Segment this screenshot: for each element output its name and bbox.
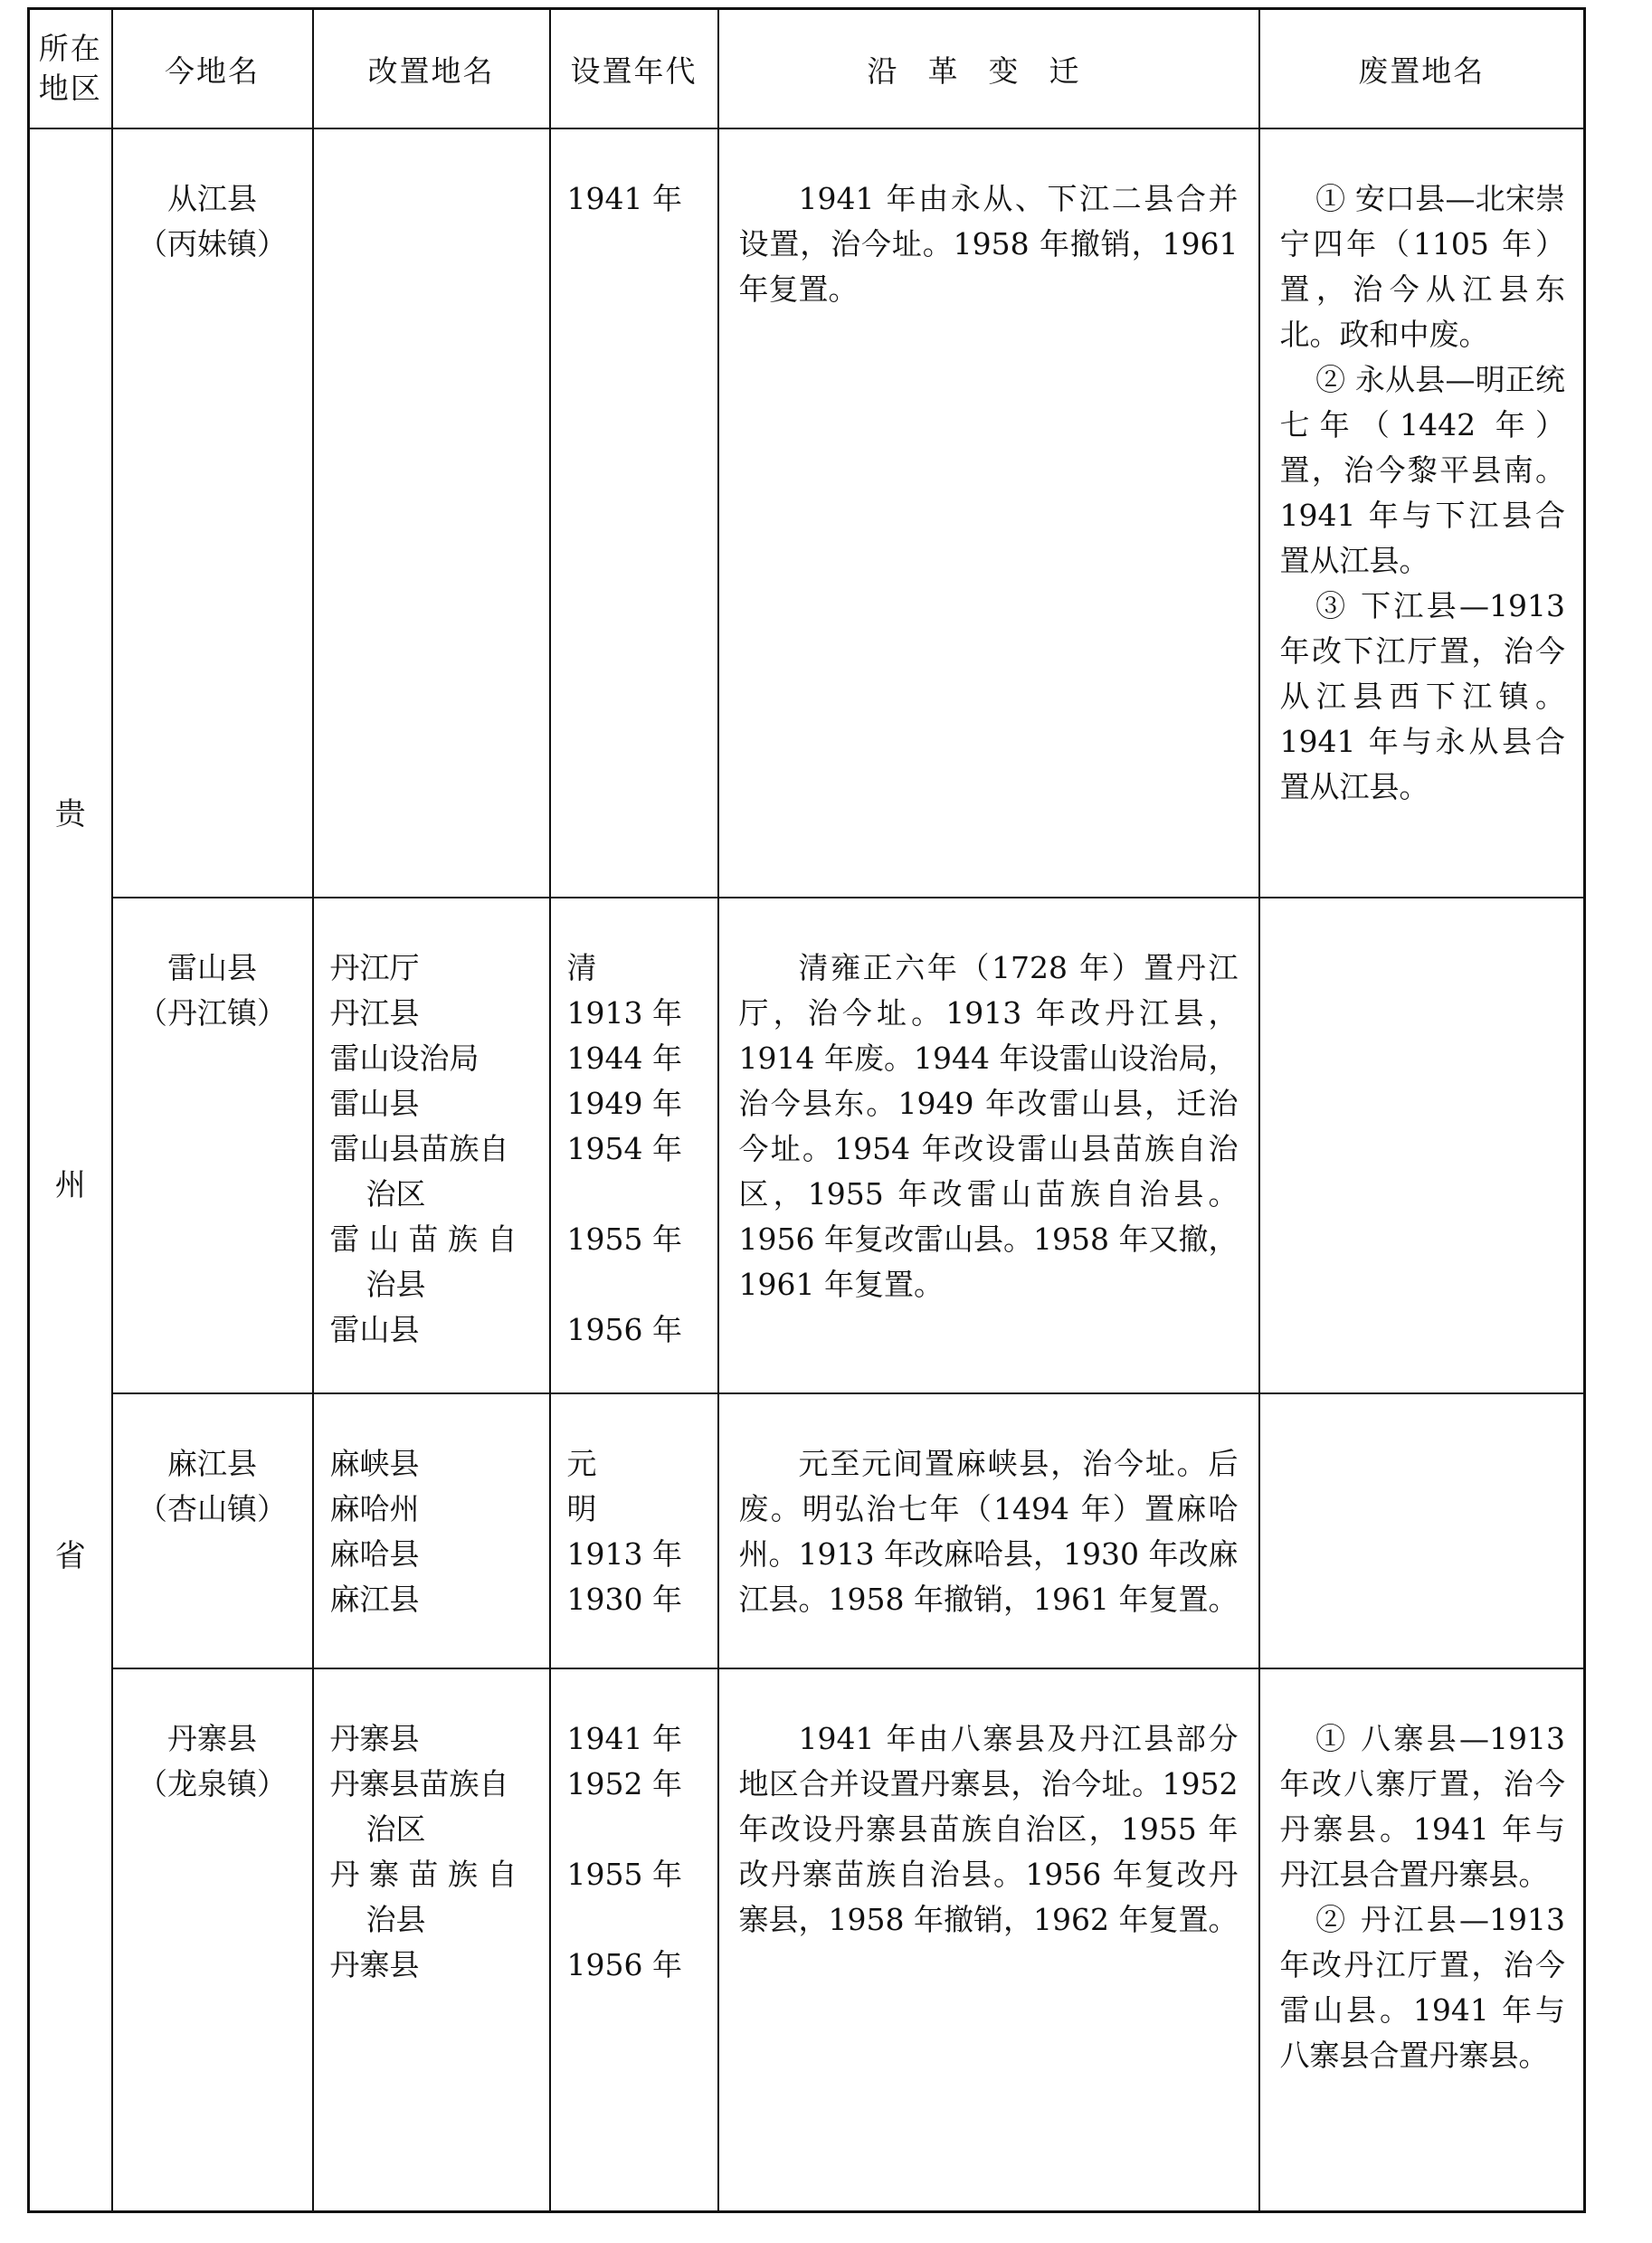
- renamed-name: [330, 991, 536, 1036]
- renamed-name-part: 治县: [366, 1902, 426, 1937]
- current-name: 丹寨县: [167, 1721, 257, 1756]
- current-name: 从江县: [167, 181, 257, 216]
- year-value: 明: [566, 1491, 597, 1526]
- renamed-name-part: 丹江厅: [329, 950, 420, 985]
- header-abolished: 废置地名: [1259, 9, 1585, 129]
- abolished-entry: ③ 下江县—1913 年改下江厅置，治今从江县西下江镇。1941 年与永从县合置从江县。: [1279, 588, 1565, 804]
- year-value: 1955 年: [566, 1857, 682, 1892]
- abolished-cell: [1259, 898, 1585, 1393]
- year-value: 1954 年: [566, 1131, 682, 1166]
- header-history: 沿革变迁: [718, 9, 1259, 129]
- year-value: 1941 年: [566, 1721, 682, 1756]
- year-value: 1956 年: [566, 1312, 682, 1347]
- current-name-cell: [112, 898, 313, 1393]
- renamed-cell: [313, 1668, 550, 2211]
- document-page: [27, 7, 1583, 2213]
- abolished-entry: ② 永从县—明正统七年（1442 年）置，治今黎平县南。1941 年与下江县合置从江县。: [1279, 362, 1565, 578]
- history-table: [27, 7, 1586, 2213]
- abolished-entry: ① 安口县—北宋崇宁四年（1105 年）置，治今从江县东北。政和中废。: [1279, 181, 1565, 352]
- year-value: 1944 年: [566, 1041, 682, 1076]
- year-cell: [550, 1393, 718, 1668]
- year-value: 元: [566, 1446, 597, 1481]
- renamed-name-part: 麻哈州: [329, 1491, 420, 1526]
- renamed-name: [330, 1532, 536, 1577]
- year-cell: [550, 128, 718, 898]
- year-value: [567, 1262, 708, 1307]
- renamed-name: [330, 1081, 536, 1126]
- renamed-name-part: 丹寨县苗族自: [329, 1766, 509, 1801]
- table-row: [29, 898, 1585, 1393]
- renamed-name-part: 丹 寨 苗 族 自: [329, 1857, 517, 1892]
- abolished-entry: ② 丹江县—1913 年改丹江厅置，治今雷山县。1941 年与八寨县合置丹寨县。: [1279, 1902, 1565, 2073]
- header-region-label: 所在地区: [38, 31, 102, 106]
- year-value: 1952 年: [566, 1766, 682, 1801]
- renamed-name-part: 治区: [366, 1176, 426, 1212]
- abolished-entry: ① 八寨县—1913 年改八寨厅置，治今丹寨县。1941 年与丹江县合置丹寨县。: [1279, 1721, 1565, 1892]
- year-cell: [550, 898, 718, 1393]
- renamed-name-part: 雷山设治局: [329, 1041, 479, 1076]
- renamed-name-part: 雷山县: [329, 1086, 420, 1121]
- renamed-name-part: 雷 山 苗 族 自: [329, 1221, 517, 1257]
- year-value: [567, 1897, 708, 1943]
- region-char: 贵: [54, 796, 86, 832]
- renamed-name: [330, 1762, 536, 1852]
- header-year: 设置年代: [550, 9, 718, 129]
- header-renamed: 改置地名: [313, 9, 550, 129]
- abolished-cell: [1259, 128, 1585, 898]
- current-name-cell: [112, 1393, 313, 1668]
- renamed-name: [330, 1307, 536, 1353]
- year-value: 1941 年: [566, 181, 682, 216]
- renamed-name: [330, 1441, 536, 1487]
- renamed-name-part: 丹江县: [329, 995, 420, 1031]
- year-value: 1949 年: [566, 1086, 682, 1121]
- year-value: [567, 1807, 708, 1852]
- renamed-cell: [313, 898, 550, 1393]
- header-current-name: 今地名: [112, 9, 313, 129]
- current-name: （龙泉镇）: [138, 1766, 287, 1801]
- renamed-name-part: 治区: [366, 1811, 426, 1847]
- history-cell: 元至元间置麻峡县，治今址。后废。明弘治七年（1494 年）置麻哈州。1913 年改麻哈县，1930 年改麻江县。1958 年撤销，1961 年复置。: [718, 1393, 1259, 1668]
- table-row: [29, 1393, 1585, 1668]
- current-name-cell: [112, 1668, 313, 2211]
- abolished-cell: [1259, 1393, 1585, 1668]
- region-cell: [29, 128, 112, 2211]
- abolished-cell: [1259, 1668, 1585, 2211]
- year-value: 1913 年: [566, 995, 682, 1031]
- year-value: 1955 年: [566, 1221, 682, 1257]
- history-cell: 清雍正六年（1728 年）置丹江厅，治今址。1913 年改丹江县，1914 年废。1944 年设雷山设治局，治今县东。1949 年改雷山县，迁治今址。1954 年改设雷山县苗族自治区，1955 年改雷山苗族自治县。1956 年复改雷山县。1958 年又撤，1961 年复置。: [718, 898, 1259, 1393]
- renamed-name: [330, 1716, 536, 1762]
- year-value: 1913 年: [566, 1536, 682, 1572]
- year-value: 1930 年: [566, 1582, 682, 1617]
- region-char: 州: [54, 1167, 86, 1203]
- renamed-name-part: 丹寨县: [329, 1947, 420, 1982]
- current-name: 雷山县: [167, 950, 257, 985]
- renamed-name: [330, 946, 536, 991]
- current-name-cell: [112, 128, 313, 898]
- renamed-name: [330, 1577, 536, 1622]
- year-value: 清: [566, 950, 597, 985]
- renamed-name: [330, 1487, 536, 1532]
- header-region: [29, 9, 112, 129]
- renamed-name-part: 雷山县: [329, 1312, 420, 1347]
- renamed-name: [330, 1943, 536, 1988]
- current-name: （丹江镇）: [138, 995, 287, 1031]
- current-name: 麻江县: [167, 1446, 257, 1481]
- renamed-name-part: 麻峡县: [329, 1446, 420, 1481]
- year-value: [567, 1172, 708, 1217]
- renamed-cell: [313, 1393, 550, 1668]
- history-cell: 1941 年由八寨县及丹江县部分地区合并设置丹寨县，治今址。1952 年改设丹寨县苗族自治区，1955 年改丹寨苗族自治县。1956 年复改丹寨县，1958 年撤销，1962 年复置。: [718, 1668, 1259, 2211]
- renamed-name: [330, 1852, 536, 1943]
- renamed-name-part: 丹寨县: [329, 1721, 420, 1756]
- history-cell: 1941 年由永从、下江二县合并设置，治今址。1958 年撤销，1961 年复置。: [718, 128, 1259, 898]
- region-char: 省: [54, 1538, 86, 1574]
- renamed-name: [330, 1126, 536, 1217]
- table-header-row: [29, 9, 1585, 129]
- renamed-name: [330, 1036, 536, 1081]
- renamed-name-part: 治县: [366, 1267, 426, 1302]
- renamed-name-part: 麻哈县: [329, 1536, 420, 1572]
- year-value: 1956 年: [566, 1947, 682, 1982]
- year-cell: [550, 1668, 718, 2211]
- current-name: （丙妹镇）: [138, 226, 287, 261]
- renamed-cell: [313, 128, 550, 898]
- renamed-name-part: 麻江县: [329, 1582, 420, 1617]
- current-name: （杏山镇）: [138, 1491, 287, 1526]
- renamed-name: [330, 1217, 536, 1307]
- renamed-name-part: 雷山县苗族自: [329, 1131, 509, 1166]
- table-row: [29, 1668, 1585, 2211]
- table-row: [29, 128, 1585, 898]
